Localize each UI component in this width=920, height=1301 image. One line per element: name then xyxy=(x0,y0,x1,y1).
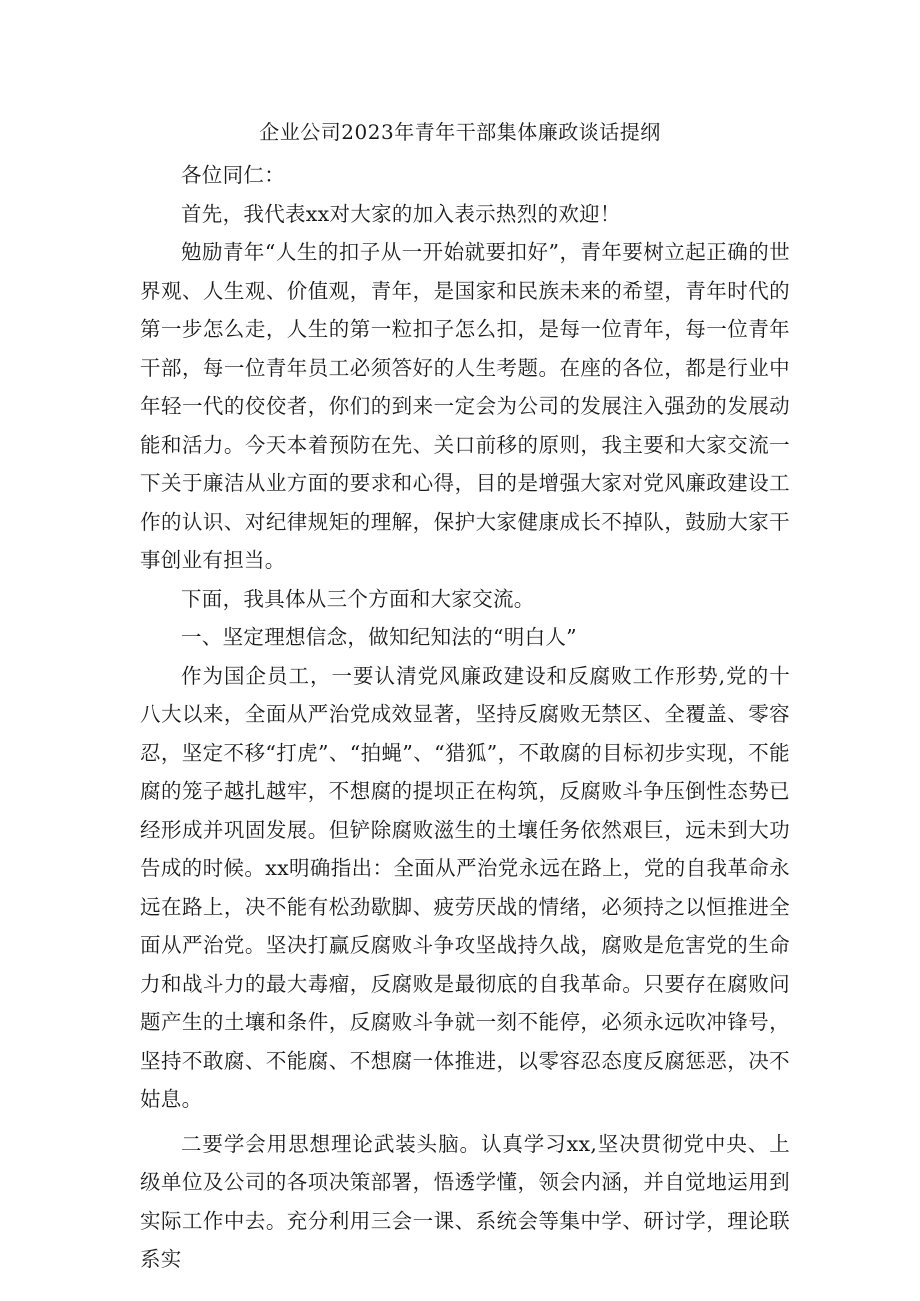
body-paragraph: 作为国企员工，一要认清党风廉政建设和反腐败工作形势,党的十八大以来，全面从严治党成效显著，坚持反腐败无禁区、全覆盖、零容忍，坚定不移“打虎”、“拍蝇”、“猎狐”，不敢腐的目标初步实现，不能腐的笼子越扎越牢，不想腐的提坝正在构筑，反腐败斗争压倒性态势已经形成并巩固发展。但铲除腐败滋生的土壤任务依然艰巨，远未到大功告成的时候。xx明确指出：全面从严治党永远在路上，党的自我革命永远在路上，决不能有松劲歇脚、疲劳厌战的情绪，必须持之以恒推进全面从严治党。坚决打赢反腐败斗争攻坚战持久战，腐败是危害党的生命力和战斗力的最大毒瘤，反腐败是最彻底的自我革命。只要存在腐败问题产生的土壤和条件，反腐败斗争就一刻不能停，必须永远吹冲锋号，坚持不敢腐、不能腐、不想腐一体推进，以零容忍态度反腐惩恶，决不姑息。 xyxy=(140,663,790,1111)
body-paragraph: 勉励青年“人生的扣子从一开始就要扣好”，青年要树立起正确的世界观、人生观、价值观，青年，是国家和民族未来的希望，青年时代的第一步怎么走，人生的第一粒扣子怎么扣，是每一位青年，每一位青年干部，每一位青年员工必须答好的人生考题。在座的各位，都是行业中年轻一代的佼佼者，你们的到来一定会为公司的发展注入强劲的发展动能和活力。今天本着预防在先、关口前移的原则，我主要和大家交流一下关于廉洁从业方面的要求和心得，目的是增强大家对党风廉政建设工作的认识、对纪律规矩的理解，保护大家健康成长不掉队，鼓励大家干事创业有担当。 xyxy=(140,240,790,572)
section-heading: 一、坚定理想信念，做知纪知法的“明白人” xyxy=(181,625,577,649)
welcome-paragraph: 首先，我代表xx对大家的加入表示热烈的欢迎！ xyxy=(181,201,621,226)
salutation-paragraph: 各位同仁： xyxy=(181,163,285,187)
document-body xyxy=(140,156,790,1279)
body-paragraph: 二要学会用思想理论武装头脑。认真学习xx,坚决贯彻党中央、上级单位及公司的各项决策部署，悟透学懂，领会内涵，并自觉地运用到实际工作中去。充分利用三会一课、系统会等集中学、研讨学，理论联系实 xyxy=(140,1131,790,1271)
intro-paragraph: 下面，我具体从三个方面和大家交流。 xyxy=(181,586,535,611)
document-title: 企业公司2023年青年干部集体廉政谈话提纲 xyxy=(259,120,661,144)
